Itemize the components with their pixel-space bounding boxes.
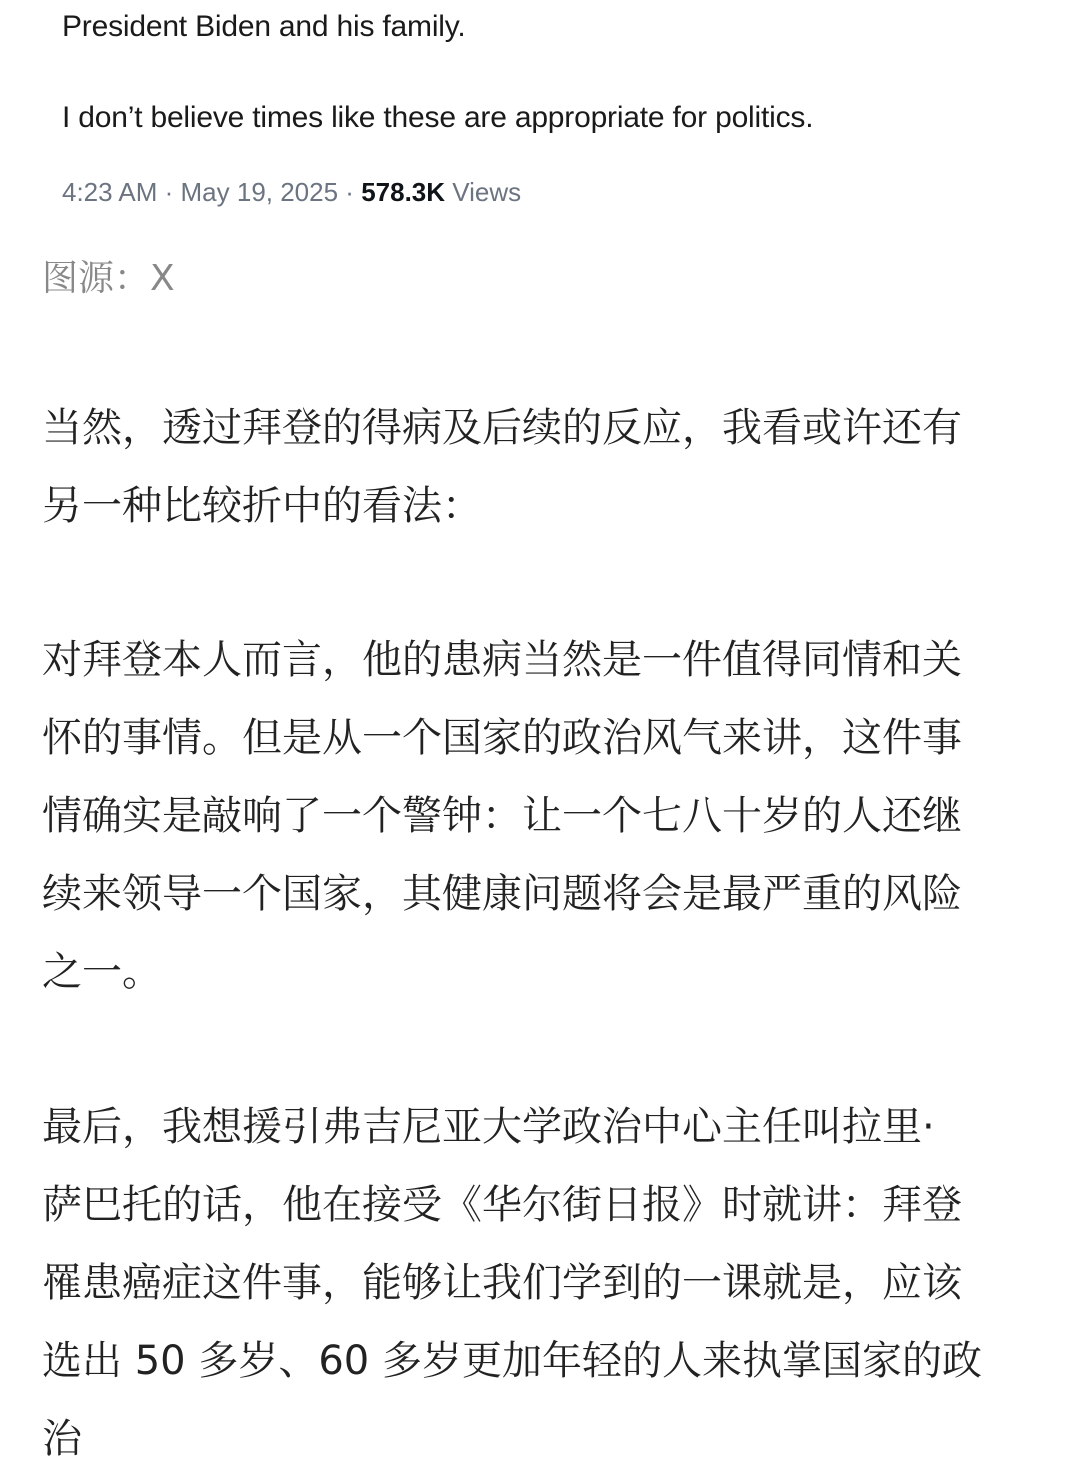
- meta-separator: ·: [338, 177, 362, 207]
- tweet-date[interactable]: May 19, 2025: [180, 177, 339, 207]
- article-paragraph: [42, 621, 1042, 1011]
- article-paragraph: [42, 389, 1042, 545]
- paragraph-line: 怀的事情。但是从一个国家的政治风气来讲，这件事: [42, 715, 962, 761]
- image-source-caption: 图源：X: [42, 258, 175, 299]
- paragraph-line: 之一。: [42, 949, 162, 995]
- tweet-meta: [62, 177, 521, 208]
- article-paragraph: [42, 1088, 1042, 1478]
- tweet-time[interactable]: 4:23 AM: [62, 177, 158, 207]
- views-label: Views: [445, 177, 522, 207]
- paragraph-line: 选出 50 多岁、60 多岁更加年轻的人来执掌国家的政: [42, 1338, 982, 1384]
- paragraph-line: 治: [42, 1416, 82, 1462]
- paragraph-line: 萨巴托的话，他在接受《华尔街日报》时就讲：拜登: [42, 1182, 962, 1228]
- paragraph-line: 罹患癌症这件事，能够让我们学到的一课就是，应该: [42, 1260, 962, 1306]
- meta-separator: ·: [157, 177, 181, 207]
- paragraph-line: 情确实是敲响了一个警钟：让一个七八十岁的人还继: [42, 793, 962, 839]
- paragraph-line: 续来领导一个国家，其健康问题将会是最严重的风险: [42, 871, 962, 917]
- tweet-text-line: President Biden and his family.: [62, 10, 466, 43]
- paragraph-line: 最后，我想援引弗吉尼亚大学政治中心主任叫拉里·: [42, 1104, 935, 1150]
- paragraph-line: 对拜登本人而言，他的患病当然是一件值得同情和关: [42, 637, 962, 683]
- tweet-text-line: I don’t believe times like these are appropriate for politics.: [62, 101, 814, 134]
- views-count[interactable]: 578.3K: [361, 177, 446, 207]
- paragraph-line: 另一种比较折中的看法：: [42, 483, 482, 529]
- paragraph-line: 当然，透过拜登的得病及后续的反应，我看或许还有: [42, 405, 962, 451]
